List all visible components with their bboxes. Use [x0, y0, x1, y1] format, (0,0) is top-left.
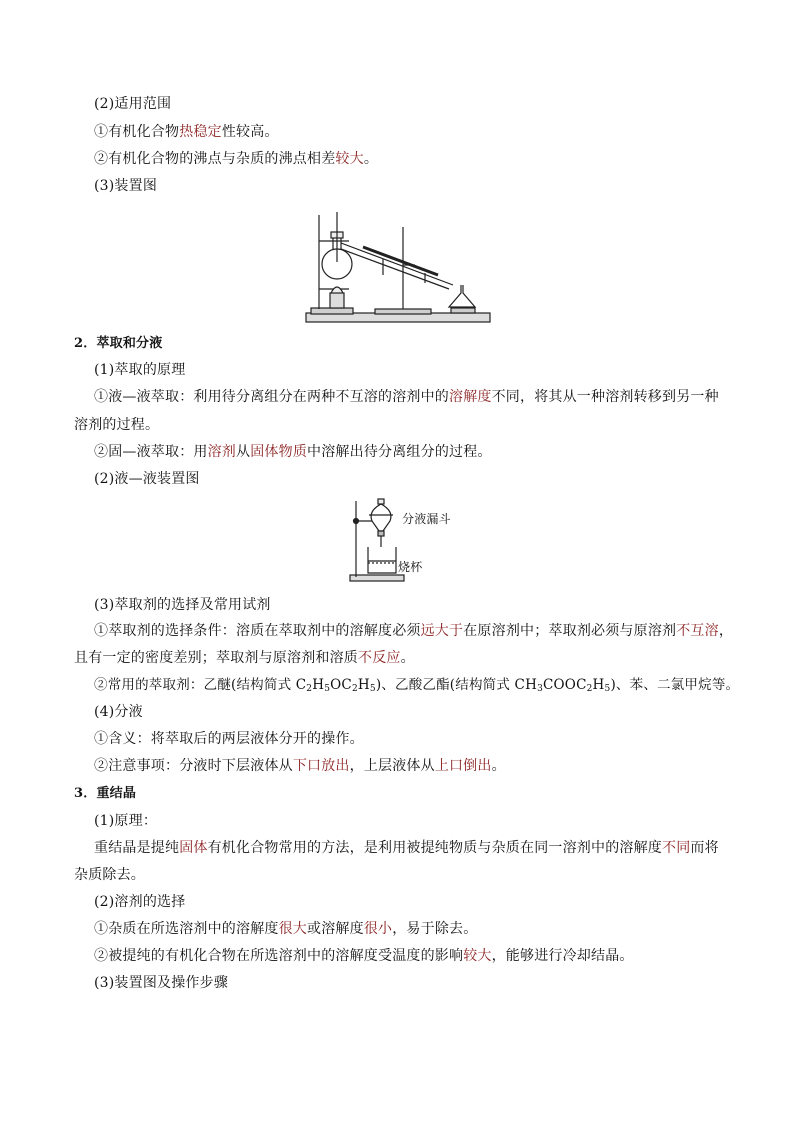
section-title-recrystallization: 3．重结晶 — [74, 786, 137, 801]
text-run: 从 — [236, 444, 251, 460]
text-run: COOC — [543, 677, 587, 693]
subscript: 5 — [369, 684, 376, 694]
funnel-label: 分液漏斗 — [402, 512, 451, 526]
subscript: 5 — [324, 684, 331, 694]
common-extractants — [94, 676, 739, 694]
subscript: 3 — [537, 684, 543, 694]
highlight-term: 下口放出 — [292, 758, 350, 774]
highlight-term: 固体 — [179, 840, 208, 856]
highlight-term: 不互溶 — [676, 623, 719, 639]
solvent-choice-heading: (2)溶剂的选择 — [94, 894, 186, 910]
subscript: 2 — [306, 684, 313, 694]
text-run: 且有一定的密度差别；萃取剂与原溶剂和溶质 — [74, 650, 358, 666]
highlight-term: 上口倒出 — [434, 758, 492, 774]
highlight-term: 不同 — [662, 840, 691, 856]
extraction-principle-heading: (1)萃取的原理 — [94, 362, 186, 378]
text-run: H — [592, 677, 605, 693]
liquid-liquid-extraction — [94, 388, 719, 406]
recrystallization-principle — [94, 839, 719, 857]
scope-heading: (2)适用范围 — [94, 96, 172, 112]
separation-meaning: ①含义：将萃取后的两层液体分开的操作。 — [94, 731, 364, 747]
subscript: 2 — [586, 684, 593, 694]
highlight-term: 较大 — [463, 948, 492, 964]
distillation-apparatus-figure — [303, 207, 493, 325]
text-run: OC — [330, 677, 352, 693]
text-run: 。 — [363, 151, 379, 167]
selection-conditions — [94, 622, 733, 640]
highlight-term: 很大 — [278, 921, 308, 937]
subscript: 2 — [351, 684, 358, 694]
text-run: 中溶解出待分离组分的过程。 — [307, 444, 492, 460]
selection-conditions-cont — [74, 649, 415, 667]
text-run: ②被提纯的有机化合物在所选溶剂中的溶解度受温度的影响 — [94, 948, 464, 964]
solvent-choice-item-1 — [94, 920, 477, 938]
highlight-term: 溶解度 — [449, 389, 492, 405]
separation-heading: (4)分液 — [94, 704, 143, 720]
highlight-term: 溶剂 — [207, 444, 237, 460]
text-run: 或溶解度 — [307, 921, 364, 937]
highlight-term: 固体物质 — [250, 444, 308, 460]
solvent-choice-item-2 — [94, 947, 634, 965]
highlight-term: 热稳定 — [179, 124, 222, 140]
text-run: 。 — [400, 650, 415, 666]
highlight-term: 很小 — [363, 921, 393, 937]
highlight-term: 不反应 — [358, 650, 401, 666]
text-run: ， — [718, 623, 734, 639]
text-run: ①有机化合物 — [94, 124, 180, 140]
scope-item-1 — [94, 123, 279, 141]
text-run: ②常用的萃取剂：乙醚(结构简式 C — [94, 677, 307, 693]
text-run: ②注意事项：分液时下层液体从 — [94, 758, 293, 774]
text-run: 在原溶剂中；萃取剂必须与原溶剂 — [463, 623, 677, 639]
recrystallization-apparatus-heading: (3)装置图及操作步骤 — [94, 975, 229, 991]
highlight-term: 远大于 — [420, 623, 464, 639]
distillation-apparatus-heading: (3)装置图 — [94, 178, 158, 194]
text-run: ，易于除去。 — [392, 921, 478, 937]
text-run: ②有机化合物的沸点与杂质的沸点相差 — [94, 151, 336, 167]
scope-item-2 — [94, 150, 378, 168]
text-run: )、乙酸乙酯(结构简式 CH — [375, 677, 538, 693]
solid-liquid-extraction — [94, 443, 492, 461]
text-run: 性较高。 — [221, 124, 279, 140]
text-run: ①杂质在所选溶剂中的溶解度 — [94, 921, 279, 937]
text-run: H — [312, 677, 325, 693]
text-run: 而将 — [690, 840, 719, 856]
text-run: )、苯、二氯甲烷等。 — [610, 677, 740, 693]
text-run: 。 — [491, 758, 506, 774]
recrystallization-principle-heading: (1)原理： — [94, 813, 158, 829]
text-run: 有机化合物常用的方法，是利用被提纯物质与杂质在同一溶剂中的溶解度 — [207, 840, 663, 856]
subscript: 5 — [604, 684, 611, 694]
solvent-selection-heading: (3)萃取剂的选择及常用试剂 — [94, 597, 271, 613]
separation-notes — [94, 757, 506, 775]
highlight-term: 较大 — [335, 151, 364, 167]
beaker-label: 烧杯 — [398, 560, 423, 574]
liquid-liquid-extraction-cont: 溶剂的过程。 — [74, 417, 160, 433]
text-run: ①液—液萃取：利用待分离组分在两种不互溶的溶剂中的 — [94, 389, 449, 405]
text-run: 不同，将其从一种溶剂转移到另一种 — [491, 389, 719, 405]
liquid-apparatus-heading: (2)液—液装置图 — [94, 471, 200, 487]
recrystallization-principle-cont: 杂质除去。 — [74, 867, 145, 883]
text-run: H — [357, 677, 370, 693]
text-run: ，能够进行冷却结晶。 — [491, 948, 634, 964]
text-run: ，上层液体从 — [349, 758, 435, 774]
text-run: 重结晶是提纯 — [94, 840, 180, 856]
section-title-extraction: 2．萃取和分液 — [74, 336, 163, 351]
text-run: ①萃取剂的选择条件：溶质在萃取剂中的溶解度必须 — [94, 623, 421, 639]
text-run: ②固—液萃取：用 — [94, 444, 208, 460]
